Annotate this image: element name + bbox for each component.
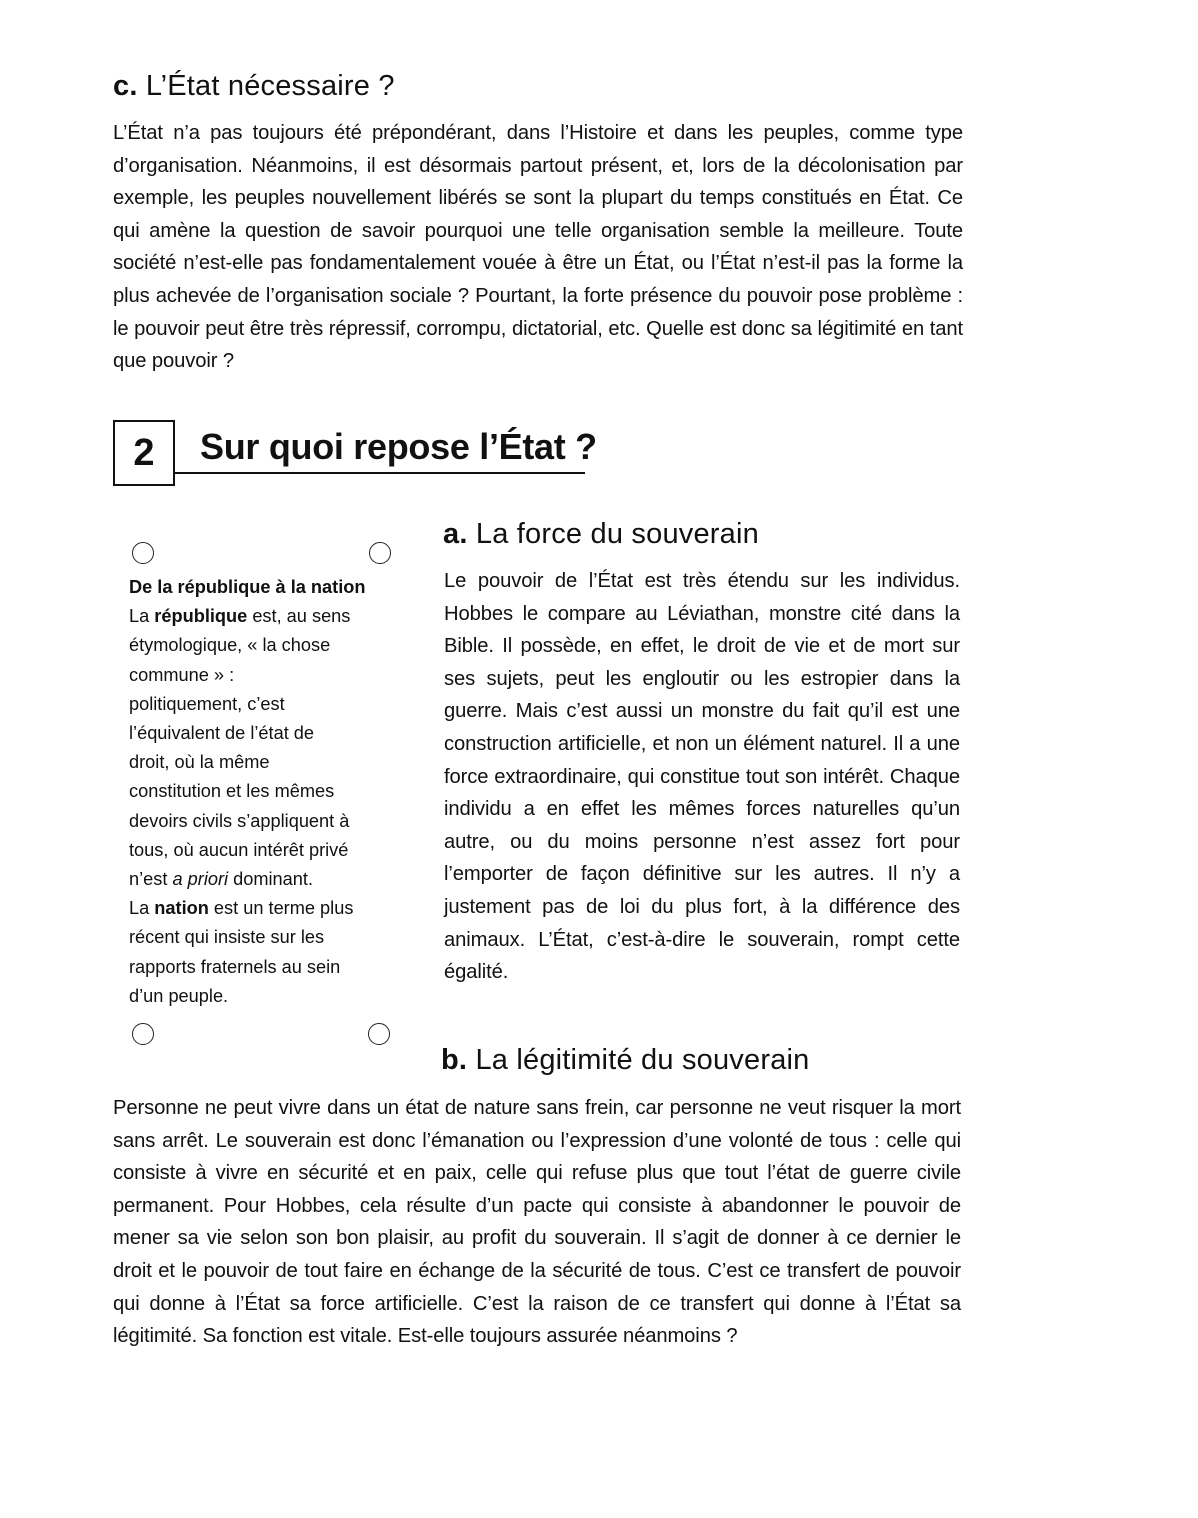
sidebar-line: constitution et les mêmes (129, 781, 335, 802)
sidebar-line: récent qui insiste sur les (129, 927, 325, 948)
section-2-title: Sur quoi repose l’État ? (200, 426, 597, 467)
corner-ring-icon (369, 542, 391, 564)
section-b-title: La légitimité du souverain (475, 1044, 810, 1076)
section-a-paragraph: Le pouvoir de l’État est très étendu sur les individus. Hobbes le compare au Léviathan, monstre cité dans la Bible. Il possède, en effet, le droit de vie et de mort sur ses sujets, peut les engloutir ou les estropier dans la guerre. Mais c’est aussi un monstre du fait qu’il est une construction artificielle, et non un élément naturel. Il a une force extraordinaire, qui constitue tout son intérêt. Chaque individu a en effet les mêmes forces naturelles qu’un autre, ou du moins personne n’est assez fort pour l’emporter de façon définitive sur les autres. Il n’y a justement pas de loi du plus fort, à la différence des animaux. L’État, c’est-à-dire le souverain, rompt cette égalité. (444, 570, 960, 984)
sidebar-line: droit, où la même (129, 752, 270, 773)
section-b-letter: b. (441, 1044, 468, 1076)
term-republique: république (154, 606, 248, 627)
sidebar-line: tous, où aucun intérêt privé (129, 839, 349, 860)
section-2-underline (175, 472, 585, 474)
sidebar-line: l’équivalent de l’état de (129, 723, 315, 744)
section-b-heading (441, 1044, 810, 1077)
sidebar-line: rapports fraternels au sein (129, 956, 341, 977)
term-nation: nation (154, 898, 209, 919)
section-c-title: L’État nécessaire ? (145, 70, 395, 102)
section-a-heading (443, 518, 759, 551)
section-c-paragraph: L’État n’a pas toujours été prépondérant, dans l’Histoire et dans les peuples, comme type d’organisation. Néanmoins, il est désormais partout présent, et, lors de la décolonisation par exemple, les peuples nouvellement libérés se sont la plupart du temps constitués en État. Ce qui amène la question de savoir pourquoi une telle organisation semble la meilleure. Toute société n’est-elle pas fondamentalement vouée à être un État, ou l’État n’est-il pas la forme la plus achevée de l’organisation sociale ? Pourtant, la forte présence du pouvoir pose problème : le pouvoir peut être très répressif, corrompu, dictatorial, etc. Quelle est donc sa légitimité en tant que pouvoir ? (113, 122, 963, 373)
section-a-letter: a. (443, 518, 468, 550)
sidebar-line: n’est a priori dominant. (129, 869, 314, 890)
section-c-letter: c. (113, 70, 138, 102)
section-a-title: La force du souverain (475, 518, 759, 550)
section-number: 2 (133, 431, 155, 474)
sidebar-line: commune » : (129, 664, 235, 685)
corner-ring-icon (132, 1023, 154, 1045)
sidebar-line: devoirs civils s’appliquent à (129, 810, 350, 831)
sidebar-definition (129, 573, 404, 1011)
term-a-priori: a priori (172, 869, 229, 890)
sidebar-line: politiquement, c’est (129, 693, 285, 714)
sidebar-title: De la république à la nation (129, 577, 366, 597)
sidebar-line: La république est, au sens (129, 606, 351, 627)
corner-ring-icon (368, 1023, 390, 1045)
sidebar-line: La nation est un terme plus (129, 898, 354, 919)
sidebar-line: d’un peuple. (129, 985, 229, 1006)
section-b-paragraph: Personne ne peut vivre dans un état de nature sans frein, car personne ne veut risquer la mort sans arrêt. Le souverain est donc l’émanation ou l’expression d’une volonté de tous : celle qui consiste à vivre en sécurité et en paix, celle qui refuse plus que tout l’état de guerre civile permanent. Pour Hobbes, cela résulte d’un pacte qui consiste à abandonner le pouvoir de mener sa vie selon son bon plaisir, au profit du souverain. Il s’agit de donner à ce dernier le droit et le pouvoir de tout faire en échange de la sécurité de tous. C’est ce transfert de pouvoir qui donne à l’État sa force artificielle. C’est la raison de ce transfert qui donne à l’État sa légitimité. Sa fonction est vitale. Est-elle toujours assurée néanmoins ? (113, 1097, 961, 1348)
section-number-box (113, 420, 175, 486)
corner-ring-icon (132, 542, 154, 564)
section-c-heading (113, 70, 395, 103)
sidebar-line: étymologique, « la chose (129, 635, 331, 656)
